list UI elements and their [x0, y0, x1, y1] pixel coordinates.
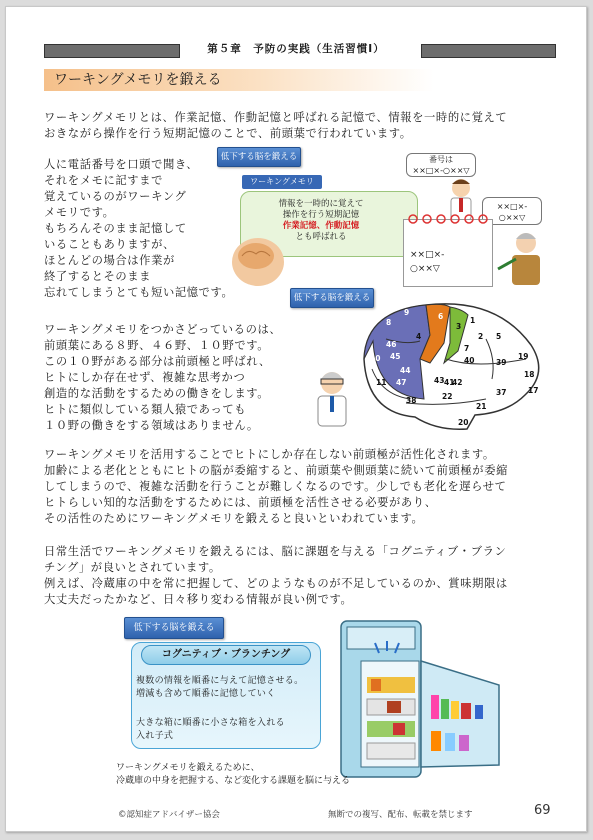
para5-line: チング」が良いとされています。: [44, 561, 221, 574]
brain-area-label: 42: [452, 378, 463, 387]
footer-notice: 無断での複写、配布、転載を禁じます: [328, 810, 473, 820]
writing-elder-icon: [496, 229, 546, 287]
cognitive-branching-text-1: 複数の情報を順番に与えて記憶させる。 増減も含めて順番に記憶していく: [136, 676, 304, 699]
intro-paragraph: ワーキングメモリとは、作業記憶、作動記憶と呼ばれる記憶で、情報を一時的に覚えて おきながら操作を行う短期記憶のことで、前頭葉で行われています。: [44, 111, 508, 140]
cognitive-branching-paragraph: [44, 544, 564, 608]
brain-area-label: 46: [386, 340, 397, 349]
brain-area-label: 11: [376, 378, 387, 387]
brain-area-label: 43: [434, 376, 445, 385]
para3-line: ヒトに類似している類人猿であっても: [44, 403, 247, 416]
section-title: ワーキングメモリを鍛える: [44, 69, 434, 91]
para2-line: 終了するとそのまま: [44, 270, 152, 283]
para3-line: １０野の働きをする領域はありません。: [44, 419, 259, 432]
brain-area-label: 47: [396, 378, 407, 387]
para5-line: 大丈夫だったかなど、日々移り変わる情報が良い例です。: [44, 593, 353, 606]
para2-line: 忘れてしまうとても短い記憶です。: [44, 286, 234, 299]
brain-area-label: 5: [496, 332, 502, 341]
brain-area-diagram: [346, 299, 546, 434]
train-brain-button-3[interactable]: 低下する脳を鍛える: [124, 617, 224, 639]
document-page: [5, 6, 587, 832]
brain-area-label: 45: [390, 352, 401, 361]
brain-area-label: 19: [518, 352, 529, 361]
brain-area-label: 8: [386, 318, 392, 327]
speech-bubble-memory: ××□×- ○××▽: [482, 197, 542, 225]
cognitive-branching-text-2: 大きな箱に順番に小さな箱を入れる 入れ子式: [136, 718, 285, 741]
para4-line: してしまうので、複雑な活動を行うことが難しくなるのです。少しでも老化を遅らせて: [44, 480, 507, 493]
para3-line: ワーキングメモリをつかさどっているのは、: [44, 323, 282, 336]
para2-line: 人に電話番号を口頭で聞き、: [44, 158, 199, 171]
refrigerator-icon: [331, 615, 531, 785]
brain-area-label: 7: [464, 344, 470, 353]
para2-line: メモリです。: [44, 206, 115, 219]
head-brain-icon: [228, 232, 288, 287]
para2-line: それをメモに記すまで: [44, 174, 163, 187]
frontal-pole-paragraph: [44, 447, 564, 527]
para4-line: ヒトらしい知的な活動をするためには、前頭極を活性させる必要があり、: [44, 496, 437, 509]
brain-area-label: 2: [478, 332, 484, 341]
brain-area-label: 3: [456, 322, 462, 331]
working-memory-tag: ワーキングメモリ: [242, 175, 322, 189]
train-brain-button-2[interactable]: 低下する脳を鍛える: [290, 288, 374, 308]
para4-line: 加齢による老化とともにヒトの脳が委縮すると、前頭葉や側頭葉に続いて前頭極が委縮: [44, 464, 508, 477]
para2-line: 覚えているのがワーキング: [44, 190, 187, 203]
brain-area-label: 41: [444, 378, 455, 387]
definition-caption: 情報を一時的に覚えて 操作を行う短期記憶 作業記憶、作動記憶 とも呼ばれる: [278, 199, 364, 242]
footer-copyright: ©認知症アドバイザー協会: [118, 810, 220, 820]
brain-area-paragraph: [44, 322, 324, 434]
chapter-header: 第５章 予防の実践（生活習慣Ⅰ）: [207, 43, 385, 55]
brain-area-label: 40: [464, 356, 475, 365]
doctor-icon: [309, 367, 355, 429]
para5-line: 日常生活でワーキングメモリを鍛えるには、脳に課題を与える「コグニティブ・ブラン: [44, 545, 507, 558]
brain-area-label: 6: [438, 312, 444, 321]
brain-area-label: 44: [400, 366, 411, 375]
para2-line: いることもありますが、: [44, 238, 175, 251]
speech-bubble-number: 番号は ××□×-○××▽: [406, 153, 476, 177]
brain-area-label: 22: [442, 392, 453, 401]
brain-area-label: 37: [496, 388, 507, 397]
brain-area-label: 39: [496, 358, 507, 367]
para3-line: ヒトにしか存在せず、複雑な思考かつ: [44, 371, 246, 384]
brain-area-label: 18: [524, 370, 535, 379]
refrigerator-caption: ワーキングメモリを鍛えるために、 冷蔵庫の中身を把握する、など変化する課題を脳に与える: [116, 763, 351, 786]
cognitive-branching-title: コグニティブ・ブランチング: [141, 645, 311, 665]
memo-pad: ××□×- ○××▽: [403, 219, 493, 287]
brain-area-label: 20: [458, 418, 469, 427]
brain-area-label: 38: [406, 396, 417, 405]
para4-line: その活性のためにワーキングメモリを鍛えると良いといわれています。: [44, 512, 424, 525]
header-left-bar: [44, 44, 180, 58]
brain-area-label: 17: [528, 386, 539, 395]
para4-line: ワーキングメモリを活用することでヒトにしか存在しない前頭極が活性化されます。: [44, 448, 495, 461]
brain-area-label: 10: [370, 354, 381, 363]
para3-line: この１０野がある部分は前頭極と呼ばれ、: [44, 355, 271, 368]
para2-line: ほとんどの場合は作業が: [44, 254, 175, 267]
header-right-bar: [421, 44, 556, 58]
brain-area-label: 1: [470, 316, 476, 325]
para2-line: もちろんそのまま記憶して: [44, 222, 187, 235]
brain-area-label: 21: [476, 402, 487, 411]
page-number: 69: [534, 803, 551, 818]
memo-rings-icon: [403, 212, 493, 226]
para5-line: 例えば、冷蔵庫の中を常に把握して、どのようなものが不足しているのか、賞味期限は: [44, 577, 508, 590]
brain-area-label: 9: [404, 308, 410, 317]
para3-line: 創造的な活動をするための働きをします。: [44, 387, 270, 400]
train-brain-button-1[interactable]: 低下する脳を鍛える: [217, 147, 301, 167]
brain-area-label: 4: [416, 332, 422, 341]
para3-line: 前頭葉にある８野、４６野、１０野です。: [44, 339, 270, 352]
